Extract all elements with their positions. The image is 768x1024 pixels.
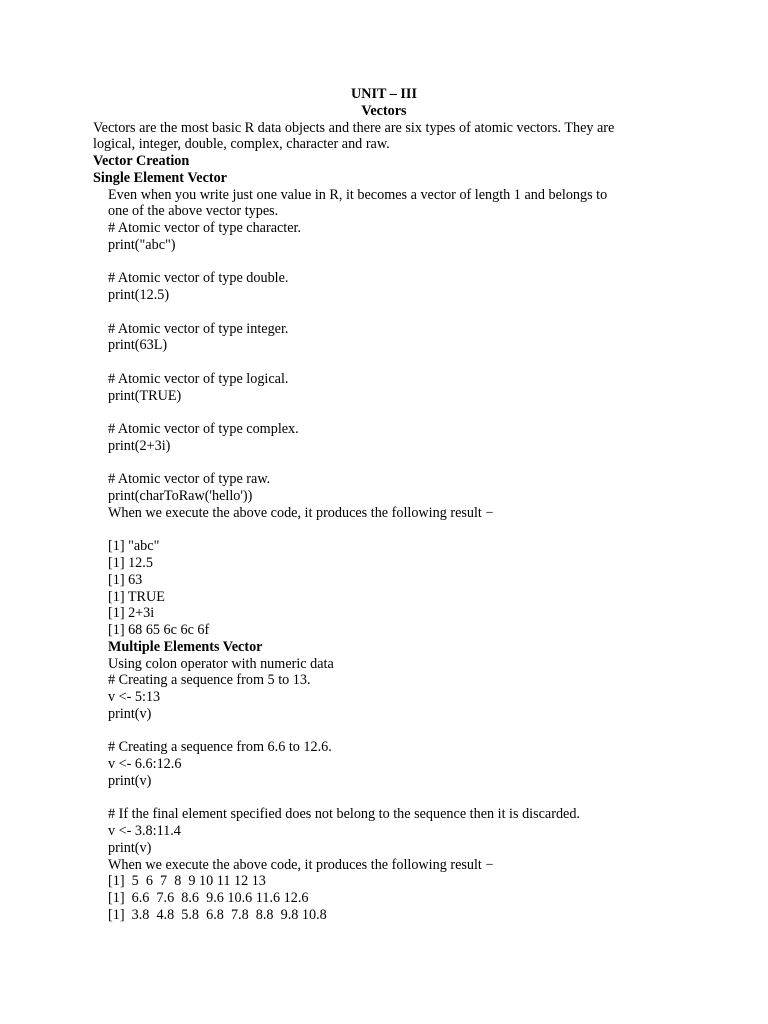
code-comment: # Atomic vector of type integer. <box>108 320 289 337</box>
single-element-heading: Single Element Vector <box>93 169 227 186</box>
code-comment: # Creating a sequence from 5 to 13. <box>108 672 311 689</box>
intro-line: logical, integer, double, complex, character and raw. <box>93 136 390 153</box>
result-line: [1] 5 6 7 8 9 10 11 12 13 <box>108 873 266 890</box>
single-element-desc: Even when you write just one value in R, it becomes a vector of length 1 and belongs to <box>108 186 608 203</box>
code-line: print(v) <box>108 705 152 722</box>
blank-line <box>0 522 768 539</box>
result-intro: When we execute the above code, it produces the following result − <box>108 504 494 521</box>
result-line: [1] 3.8 4.8 5.8 6.8 7.8 8.8 9.8 10.8 <box>108 906 327 923</box>
vector-creation-heading: Vector Creation <box>93 153 190 169</box>
result-line: [1] 12.5 <box>108 555 153 571</box>
blank-line <box>0 790 768 807</box>
code-line: v <- 5:13 <box>108 689 161 705</box>
code-line: print(v) <box>108 772 152 789</box>
single-element-desc: one of the above vector types. <box>108 203 279 220</box>
unit-title: UNIT – III <box>351 86 417 102</box>
result-line: [1] "abc" <box>108 538 160 555</box>
blank-line <box>0 354 768 371</box>
code-line: print(63L) <box>108 337 168 354</box>
code-line: print("abc") <box>108 236 176 253</box>
document-page <box>0 86 768 924</box>
intro-line: Vectors are the most basic R data objects and there are six types of atomic vectors. They are <box>93 119 615 136</box>
code-line: print(12.5) <box>108 287 170 303</box>
blank-line <box>0 404 768 421</box>
result-intro: When we execute the above code, it produces the following result − <box>108 856 494 873</box>
code-line: print(2+3i) <box>108 437 171 454</box>
code-comment: # Atomic vector of type character. <box>108 220 302 236</box>
code-line: v <- 3.8:11.4 <box>108 823 181 839</box>
blank-line <box>0 254 768 271</box>
code-comment: # Creating a sequence from 6.6 to 12.6. <box>108 739 332 756</box>
result-line: [1] 68 65 6c 6c 6f <box>108 622 210 638</box>
blank-line <box>0 723 768 740</box>
multiple-elements-desc: Using colon operator with numeric data <box>108 655 334 672</box>
blank-line <box>0 304 768 321</box>
result-line: [1] 2+3i <box>108 605 155 622</box>
result-line: [1] 63 <box>108 571 143 588</box>
result-line: [1] 6.6 7.6 8.6 9.6 10.6 11.6 12.6 <box>108 890 309 906</box>
code-line: v <- 6.6:12.6 <box>108 756 182 772</box>
code-line: print(charToRaw('hello')) <box>108 488 253 504</box>
result-line: [1] TRUE <box>108 588 165 605</box>
code-line: print(TRUE) <box>108 387 182 404</box>
code-comment: # Atomic vector of type complex. <box>108 421 299 437</box>
code-comment: # Atomic vector of type double. <box>108 270 289 287</box>
section-title: Vectors <box>361 102 407 119</box>
code-comment: # Atomic vector of type logical. <box>108 370 289 387</box>
code-comment: # Atomic vector of type raw. <box>108 471 271 488</box>
blank-line <box>0 455 768 472</box>
code-comment: # If the final element specified does not belong to the sequence then it is discarded. <box>108 806 580 823</box>
multiple-elements-heading: Multiple Elements Vector <box>108 638 263 655</box>
code-line: print(v) <box>108 839 152 856</box>
